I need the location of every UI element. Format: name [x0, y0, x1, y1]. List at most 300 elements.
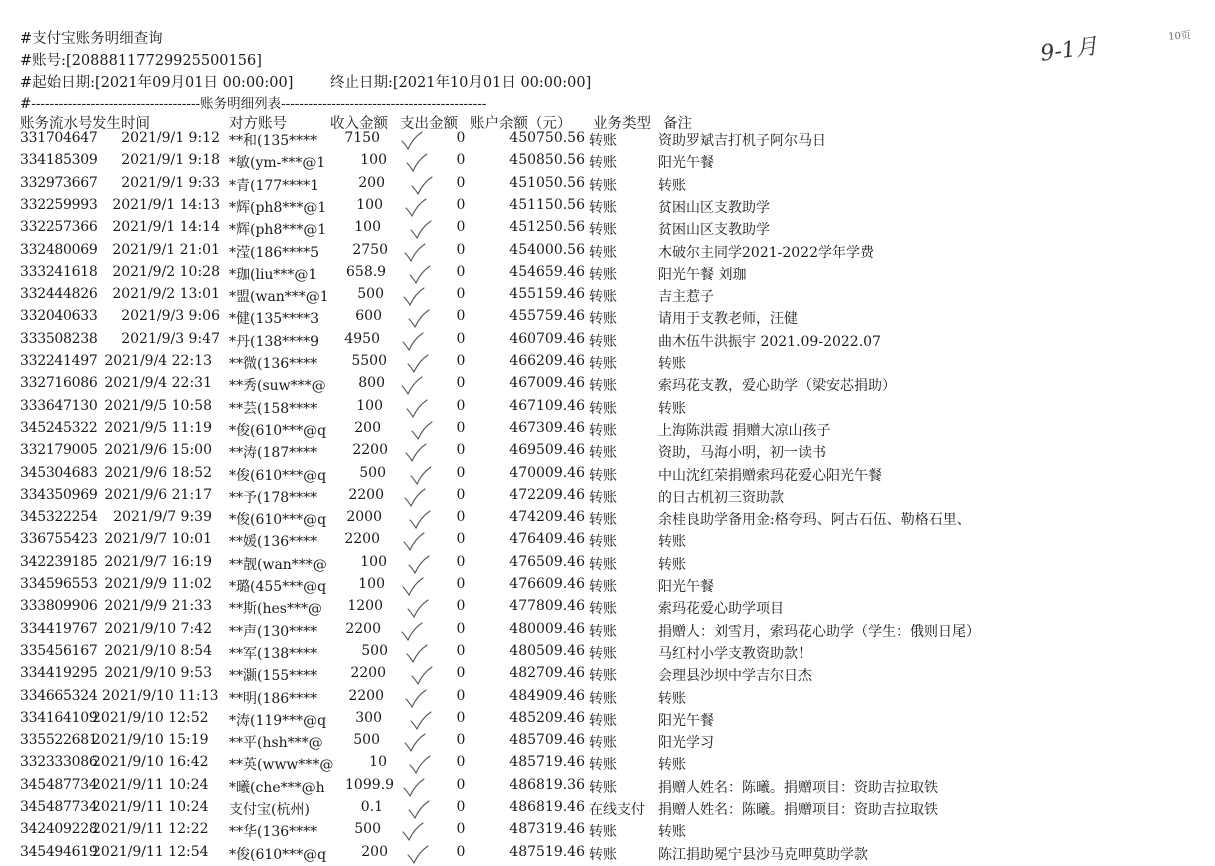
expense-amount: 0 [456, 799, 466, 815]
transaction-type: 转账 [589, 645, 617, 662]
transaction-note: 阳光午餐 [658, 712, 714, 729]
account-balance: 472209.46 [509, 486, 585, 503]
income-amount: 5500 [351, 353, 387, 369]
transaction-id: 332040633 [20, 308, 98, 325]
transaction-note: 贫困山区支教助学 [658, 222, 770, 239]
account-balance: 476409.46 [509, 531, 585, 548]
counterparty-account: **涛(187**** [229, 445, 318, 462]
account-balance: 460709.46 [509, 330, 585, 347]
transaction-time: 2021/9/10 15:19 [92, 732, 209, 749]
table-row [0, 509, 1215, 531]
transaction-note: 资助罗斌吉打机子阿尔马日 [658, 133, 826, 149]
income-amount: 600 [355, 308, 382, 325]
transaction-type: 转账 [589, 467, 617, 484]
transaction-time: 2021/9/1 14:13 [112, 196, 220, 213]
counterparty-account: **声(130**** [229, 623, 318, 640]
income-amount: 100 [354, 219, 381, 236]
transaction-note: 中山沈红荣捐赠索玛花爱心阳光午餐 [658, 467, 882, 484]
check-mark-icon [408, 754, 436, 774]
table-row [0, 219, 1215, 241]
table-row [0, 487, 1215, 509]
counterparty-account: **明(186**** [229, 690, 318, 707]
table-row [0, 732, 1215, 754]
check-mark-icon [401, 576, 429, 596]
transaction-time: 2021/9/1 9:18 [121, 152, 220, 169]
counterparty-account: *曦(che***@h [229, 779, 325, 796]
table-divider: #-------------------------------------账务明细列表--------------------------------------------- [20, 96, 487, 112]
transaction-type: 转账 [589, 422, 617, 439]
expense-amount: 0 [456, 642, 466, 659]
transaction-id: 334596553 [20, 576, 98, 592]
transaction-type: 转账 [589, 289, 617, 306]
income-amount: 100 [360, 553, 387, 570]
account-balance: 450850.56 [509, 152, 585, 169]
transaction-time: 2021/9/7 10:01 [104, 531, 212, 548]
transaction-type: 转账 [589, 356, 617, 372]
account-balance: 476509.46 [509, 553, 585, 570]
transaction-time: 2021/9/1 9:33 [121, 174, 220, 191]
transaction-time: 2021/9/1 21:01 [112, 241, 220, 258]
income-amount: 100 [356, 397, 383, 414]
transaction-type: 转账 [589, 222, 617, 239]
income-amount: 300 [355, 709, 382, 726]
expense-amount: 0 [456, 665, 466, 682]
expense-amount: 0 [456, 509, 466, 526]
check-mark-icon [400, 621, 428, 641]
check-mark-icon [401, 331, 429, 351]
transaction-note: 阳光学习 [658, 735, 714, 752]
expense-amount: 0 [456, 620, 466, 637]
transaction-note: 转账 [658, 757, 686, 774]
counterparty-account: *涛(119***@q [229, 712, 327, 729]
account-balance: 454000.56 [509, 241, 585, 258]
transaction-type: 转账 [589, 668, 617, 685]
expense-amount: 0 [456, 219, 466, 236]
transaction-id: 336755423 [20, 531, 98, 548]
counterparty-account: **斯(hes***@ [229, 601, 322, 618]
income-amount: 1099.9 [345, 776, 394, 793]
expense-amount: 0 [456, 196, 466, 213]
counterparty-account: *滢(186****5 [229, 244, 320, 261]
check-mark-icon [404, 688, 432, 708]
transaction-note: 的日古机初三资助款 [658, 489, 784, 506]
counterparty-account: *盟(wan***@1 [229, 289, 329, 306]
check-mark-icon [405, 643, 433, 663]
transaction-type: 转账 [589, 378, 617, 395]
income-amount: 500 [353, 732, 380, 749]
table-row [0, 688, 1215, 710]
table-row [0, 175, 1215, 197]
transaction-time: 2021/9/10 8:54 [104, 642, 212, 659]
check-mark-icon [404, 442, 432, 462]
transaction-id: 333647130 [20, 397, 98, 414]
transaction-note: 陈江捐助冕宁县沙马克呷莫助学款 [658, 846, 868, 863]
transaction-id: 334665324 [20, 687, 98, 704]
transaction-id: 333809906 [20, 598, 98, 615]
check-mark-icon [405, 398, 433, 418]
transaction-id: 345245322 [20, 419, 98, 436]
check-mark-icon [409, 465, 437, 485]
transaction-id: 332259993 [20, 196, 98, 213]
transaction-note: 请用于支教老师，汪健 [658, 311, 798, 328]
income-amount: 200 [361, 843, 388, 860]
check-mark-icon [402, 531, 430, 551]
counterparty-account: *丹(138****9 [229, 333, 320, 350]
transaction-note: 资助，马海小明，初一读书 [658, 445, 826, 462]
account-balance: 480009.46 [509, 620, 585, 637]
account-balance: 486819.46 [509, 799, 585, 815]
transaction-note: 阳光午餐 [658, 155, 714, 172]
transaction-time: 2021/9/9 21:33 [104, 598, 212, 615]
check-mark-icon [401, 821, 429, 841]
transaction-note: 阳光午餐 刘珈 [658, 266, 747, 283]
account-balance: 486819.36 [509, 776, 585, 793]
transaction-note: 转账 [658, 177, 686, 194]
transaction-time: 2021/9/2 13:01 [112, 286, 220, 303]
transaction-time: 2021/9/1 9:12 [121, 130, 220, 146]
transaction-time: 2021/9/10 12:52 [92, 709, 209, 726]
account-balance: 487319.46 [509, 821, 585, 838]
counterparty-account: *辉(ph8***@1 [229, 222, 327, 239]
check-mark-icon [408, 264, 436, 284]
transaction-id: 345322254 [20, 509, 98, 526]
income-amount: 2750 [352, 241, 388, 258]
transaction-time: 2021/9/4 22:31 [104, 375, 212, 392]
counterparty-account: **靓(wan***@ [229, 556, 327, 573]
transaction-id: 334350969 [20, 486, 98, 503]
transaction-type: 转账 [589, 712, 617, 729]
table-row [0, 152, 1215, 174]
income-amount: 100 [358, 576, 385, 592]
transaction-note: 木破尔主同学2021-2022学年学费 [658, 244, 874, 261]
income-amount: 10 [369, 754, 387, 771]
transaction-type: 转账 [589, 311, 617, 328]
transaction-time: 2021/9/7 9:39 [113, 509, 212, 526]
income-amount: 7150 [344, 130, 380, 146]
transaction-time: 2021/9/6 15:00 [104, 442, 212, 459]
transaction-id: 342239185 [20, 553, 98, 570]
transaction-type: 转账 [589, 846, 617, 863]
transaction-id: 332444826 [20, 286, 98, 303]
transaction-id: 332257366 [20, 219, 98, 236]
transaction-id: 331704647 [20, 130, 98, 146]
transaction-type: 转账 [589, 199, 617, 216]
expense-amount: 0 [456, 419, 466, 436]
transaction-note: 捐赠人姓名：陈曦。捐赠项目：资助吉拉取铁 [658, 779, 938, 796]
check-mark-icon [410, 420, 438, 440]
transaction-type: 转账 [589, 824, 617, 841]
transaction-type: 转账 [589, 556, 617, 573]
date-range [20, 71, 592, 92]
counterparty-account: **英(www***@ [229, 757, 334, 774]
table-row [0, 398, 1215, 420]
handwritten-page-note: 10页 [1167, 30, 1192, 43]
expense-amount: 0 [456, 732, 466, 749]
transaction-type: 转账 [589, 333, 617, 350]
transaction-id: 334419767 [20, 620, 98, 637]
transaction-time: 2021/9/3 9:06 [121, 308, 220, 325]
counterparty-account: **芸(158**** [229, 400, 318, 417]
check-mark-icon [403, 242, 431, 262]
col-header-balance: 账户余额（元） [470, 116, 572, 132]
counterparty-account: **微(136**** [229, 356, 318, 372]
transaction-type: 转账 [589, 779, 617, 796]
transaction-id: 332179005 [20, 442, 98, 459]
account-balance: 467109.46 [509, 397, 585, 414]
transaction-id: 333241618 [20, 263, 98, 280]
income-amount: 4950 [344, 330, 380, 347]
expense-amount: 0 [456, 464, 466, 481]
transaction-note: 索玛花支教，爱心助学（梁安芯捐助） [658, 378, 896, 395]
account-balance: 476609.46 [509, 576, 585, 592]
check-mark-icon [410, 175, 438, 195]
table-row [0, 844, 1215, 866]
transaction-id: 335522681 [20, 732, 98, 749]
counterparty-account: **媛(136**** [229, 534, 318, 551]
transaction-id: 332333086 [20, 754, 98, 771]
counterparty-account: *俊(610***@q [229, 422, 327, 439]
counterparty-account: **平(hsh***@ [229, 735, 323, 752]
income-amount: 500 [357, 286, 384, 303]
income-amount: 2200 [344, 531, 380, 548]
income-amount: 500 [361, 642, 388, 659]
transaction-id: 335456167 [20, 642, 98, 659]
col-header-type: 业务类型 [593, 116, 651, 132]
transaction-type: 转账 [589, 623, 617, 640]
table-row [0, 331, 1215, 353]
expense-amount: 0 [456, 442, 466, 459]
transaction-time: 2021/9/6 21:17 [104, 486, 212, 503]
check-mark-icon [402, 286, 430, 306]
transaction-id: 345487734 [20, 776, 98, 793]
account-balance: 454659.46 [509, 263, 585, 280]
account-balance: 487519.46 [509, 843, 585, 860]
expense-amount: 0 [456, 241, 466, 258]
col-header-id: 账务流水号 [20, 116, 93, 132]
account-balance: 450750.56 [509, 130, 585, 146]
expense-amount: 0 [456, 843, 466, 860]
counterparty-account: **灏(155**** [229, 668, 318, 685]
transaction-note: 转账 [658, 556, 686, 573]
counterparty-account: *辉(ph8***@1 [229, 199, 327, 216]
transaction-time: 2021/9/10 16:42 [92, 754, 209, 771]
transaction-note: 索玛花爱心助学项目 [658, 601, 784, 618]
account-balance: 469509.46 [509, 442, 585, 459]
check-mark-icon [405, 152, 433, 172]
check-mark-icon [403, 487, 431, 507]
expense-amount: 0 [456, 687, 466, 704]
expense-amount: 0 [456, 486, 466, 503]
table-row [0, 130, 1215, 152]
expense-amount: 0 [456, 709, 466, 726]
transaction-type: 转账 [589, 177, 617, 194]
transaction-type: 转账 [589, 757, 617, 774]
expense-amount: 0 [456, 531, 466, 548]
income-amount: 500 [354, 821, 381, 838]
income-amount: 2200 [350, 665, 386, 682]
table-row [0, 197, 1215, 219]
check-mark-icon [407, 554, 435, 574]
expense-amount: 0 [456, 821, 466, 838]
counterparty-account: 支付宝(杭州) [229, 802, 310, 818]
transaction-type: 转账 [589, 400, 617, 417]
counterparty-account: **华(136**** [229, 824, 318, 841]
transaction-type: 转账 [589, 735, 617, 752]
counterparty-account: **和(135**** [229, 133, 318, 149]
transaction-note: 捐赠人：刘雪月，索玛花心助学（学生：俄则日尾） [658, 623, 980, 640]
transaction-note: 转账 [658, 824, 686, 841]
transaction-id: 334419295 [20, 665, 98, 682]
transaction-time: 2021/9/4 22:13 [104, 353, 212, 369]
check-mark-icon [406, 353, 434, 373]
income-amount: 658.9 [346, 263, 387, 280]
transaction-time: 2021/9/10 9:53 [104, 665, 212, 682]
expense-amount: 0 [456, 776, 466, 793]
col-header-time: 发生时间 [92, 116, 150, 132]
transaction-id: 334185309 [20, 152, 98, 169]
table-row [0, 643, 1215, 665]
account-balance: 485709.46 [509, 732, 585, 749]
check-mark-icon [408, 509, 436, 529]
transaction-note: 吉主惹子 [658, 289, 714, 306]
account-balance: 451250.56 [509, 219, 585, 236]
account-balance: 485209.46 [509, 709, 585, 726]
income-amount: 100 [356, 196, 383, 213]
table-row [0, 665, 1215, 687]
transaction-id: 345487734 [20, 799, 98, 815]
income-amount: 2000 [346, 509, 382, 526]
page-title: #支付宝账务明细查询 [20, 31, 163, 47]
handwritten-date-note: 9-1月 [1038, 34, 1100, 67]
income-amount: 500 [359, 464, 386, 481]
transaction-type: 转账 [589, 512, 617, 529]
counterparty-account: *健(135****3 [229, 311, 320, 328]
transaction-id: 345304683 [20, 464, 98, 481]
table-row [0, 465, 1215, 487]
income-amount: 2200 [348, 486, 384, 503]
transaction-time: 2021/9/9 11:02 [104, 576, 212, 592]
transaction-time: 2021/9/11 10:24 [92, 799, 209, 815]
table-row [0, 308, 1215, 330]
table-row [0, 242, 1215, 264]
income-amount: 100 [360, 152, 387, 169]
counterparty-account: *俊(610***@q [229, 512, 327, 529]
account-balance: 455759.46 [509, 308, 585, 325]
transaction-type: 转账 [589, 445, 617, 462]
transaction-note: 余桂良助学备用金:格夸玛、阿古石伍、勒格石里、 [658, 512, 971, 529]
transaction-type: 转账 [589, 579, 617, 595]
expense-amount: 0 [456, 375, 466, 392]
counterparty-account: **军(138**** [229, 645, 318, 662]
expense-amount: 0 [456, 754, 466, 771]
expense-amount: 0 [456, 330, 466, 347]
check-mark-icon [409, 710, 437, 730]
counterparty-account: *璐(455***@q [229, 579, 327, 595]
col-header-expense: 支出金额 [400, 116, 458, 132]
counterparty-account: *俊(610***@q [229, 467, 327, 484]
transaction-note: 会理县沙坝中学吉尔日杰 [658, 668, 812, 685]
account-balance: 477809.46 [509, 598, 585, 615]
account-balance: 482709.46 [509, 665, 585, 682]
expense-amount: 0 [456, 598, 466, 615]
account-balance: 467009.46 [509, 375, 585, 392]
check-mark-icon [406, 598, 434, 618]
check-mark-icon [407, 308, 435, 328]
expense-amount: 0 [456, 397, 466, 414]
transaction-type: 转账 [589, 601, 617, 618]
table-row [0, 576, 1215, 598]
expense-amount: 0 [456, 130, 466, 146]
income-amount: 800 [358, 375, 385, 392]
transaction-time: 2021/9/11 12:22 [92, 821, 209, 838]
table-row [0, 621, 1215, 643]
transaction-type: 转账 [589, 155, 617, 172]
expense-amount: 0 [456, 263, 466, 280]
col-header-note: 备注 [663, 116, 692, 132]
transaction-note: 上海陈洪霞 捐赠大凉山孩子 [658, 422, 831, 439]
expense-amount: 0 [456, 286, 466, 303]
check-mark-icon [404, 197, 432, 217]
transaction-time: 2021/9/10 7:42 [104, 620, 212, 637]
account-balance: 467309.46 [509, 419, 585, 436]
account-balance: 466209.46 [509, 353, 585, 369]
transaction-type: 在线支付 [589, 802, 645, 818]
transaction-note: 曲木伍牛洪振宇 2021.09-2022.07 [658, 333, 881, 350]
transaction-note: 转账 [658, 356, 686, 372]
transaction-note: 马红村小学支教资助款！ [658, 645, 812, 662]
counterparty-account: **秀(suw***@ [229, 378, 326, 395]
expense-amount: 0 [456, 353, 466, 369]
transaction-id: 332480069 [20, 241, 98, 258]
income-amount: 0.1 [360, 799, 383, 815]
transaction-id: 332241497 [20, 353, 98, 369]
check-mark-icon [403, 732, 431, 752]
transaction-id: 345494619 [20, 843, 98, 860]
account-balance: 451050.56 [509, 174, 585, 191]
check-mark-icon [402, 777, 430, 797]
transaction-time: 2021/9/3 9:47 [121, 330, 220, 347]
transaction-time: 2021/9/7 16:19 [104, 553, 212, 570]
table-row [0, 799, 1215, 821]
transaction-type: 转账 [589, 534, 617, 551]
account-balance: 451150.56 [509, 196, 585, 213]
transaction-time: 2021/9/5 10:58 [104, 397, 212, 414]
transaction-type: 转账 [589, 489, 617, 506]
counterparty-account: **予(178**** [229, 489, 318, 506]
expense-amount: 0 [456, 174, 466, 191]
transaction-time: 2021/9/10 11:13 [102, 687, 219, 704]
table-row [0, 420, 1215, 442]
col-header-party: 对方账号 [229, 116, 287, 132]
counterparty-account: *青(177****1 [229, 177, 320, 194]
counterparty-account: *俊(610***@q [229, 846, 327, 863]
expense-amount: 0 [456, 152, 466, 169]
transaction-id: 332716086 [20, 375, 98, 392]
table-row [0, 710, 1215, 732]
check-mark-icon [407, 799, 435, 819]
income-amount: 1200 [347, 598, 383, 615]
table-row [0, 286, 1215, 308]
table-row [0, 264, 1215, 286]
transaction-time: 2021/9/2 10:28 [112, 263, 220, 280]
counterparty-account: *敏(ym-***@1 [229, 155, 326, 172]
account-balance: 474209.46 [509, 509, 585, 526]
check-mark-icon [400, 375, 428, 395]
start-date: #起始日期:[2021年09月01日 00:00:00] [20, 75, 294, 91]
transaction-note: 贫困山区支教助学 [658, 199, 770, 216]
check-mark-icon [400, 130, 428, 150]
table-row [0, 821, 1215, 843]
